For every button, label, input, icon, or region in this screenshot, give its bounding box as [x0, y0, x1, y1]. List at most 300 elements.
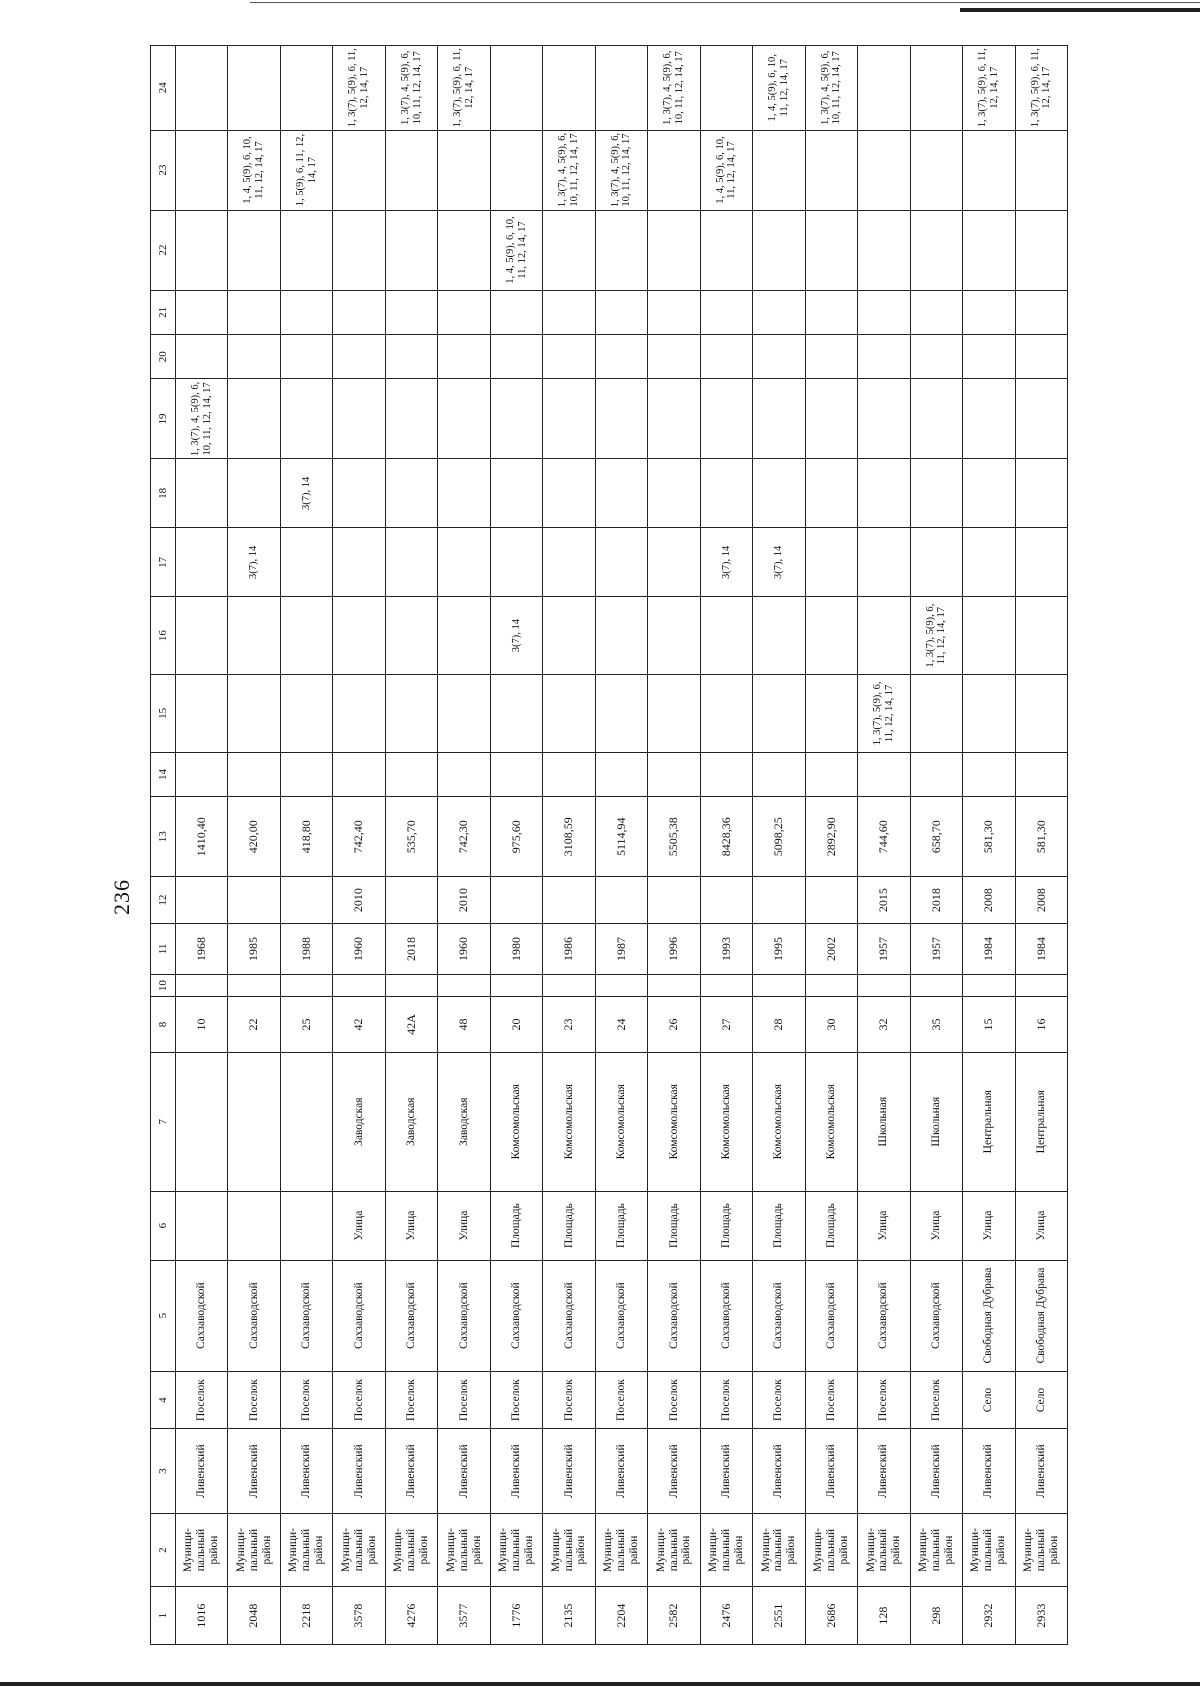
table-cell: 2048 [228, 1587, 280, 1645]
table-cell: 1985 [228, 923, 280, 974]
table-cell [805, 975, 857, 997]
table-cell [176, 290, 228, 334]
table-cell [595, 975, 647, 997]
table-cell [858, 290, 910, 334]
table-cell: 742,30 [438, 797, 490, 877]
table-cell [910, 675, 962, 753]
column-header: 11 [151, 923, 176, 974]
table-cell [700, 459, 752, 528]
table-cell: 2892,90 [805, 797, 857, 877]
table-cell [805, 379, 857, 459]
table-cell [753, 459, 805, 528]
table-cell: Ливенский [176, 1429, 228, 1513]
table-cell: Сахзаводской [595, 1260, 647, 1371]
table-cell [595, 597, 647, 675]
table-cell [333, 210, 385, 290]
column-header: 21 [151, 290, 176, 334]
table-cell: 2218 [280, 1587, 332, 1645]
table-cell: Площадь [490, 1191, 542, 1260]
table-cell: Сахзаводской [648, 1260, 700, 1371]
table-cell: Сахзаводской [805, 1260, 857, 1371]
table-cell [280, 379, 332, 459]
table-cell [648, 210, 700, 290]
table-cell: 1, 3(7), 4, 5(9), 6, 10, 11, 12, 14, 17 [595, 130, 647, 210]
table-cell: Сахзаводской [700, 1260, 752, 1371]
table-cell [648, 290, 700, 334]
table-cell [1015, 290, 1068, 334]
table-cell: 1, 3(7), 4, 5(9), 6, 10, 11, 12, 14, 17 [648, 46, 700, 131]
table-cell: Сахзаводской [385, 1260, 437, 1371]
table-cell: Сахзаводской [176, 1260, 228, 1371]
table-cell: 1968 [176, 923, 228, 974]
register-table [150, 45, 1068, 1645]
table-cell: Муници-пальный район [805, 1513, 857, 1586]
table-cell [858, 975, 910, 997]
table-cell: 2002 [805, 923, 857, 974]
table-cell: Ливенский [700, 1429, 752, 1513]
table-cell [648, 975, 700, 997]
column-header: 5 [151, 1260, 176, 1371]
table-cell: Сахзаводской [490, 1260, 542, 1371]
table-cell: Ливенский [543, 1429, 595, 1513]
table-cell [700, 675, 752, 753]
table-cell [280, 877, 332, 924]
table-cell: Ливенский [910, 1429, 962, 1513]
table-cell: 128 [858, 1587, 910, 1645]
table-cell [280, 1191, 332, 1260]
table-cell: Поселок [910, 1371, 962, 1429]
table-cell [490, 459, 542, 528]
table-cell [648, 752, 700, 796]
table-cell [228, 210, 280, 290]
table-cell: 1, 3(7), 5(9), 6, 11, 12, 14, 17 [910, 597, 962, 675]
table-cell [700, 46, 752, 131]
table-cell [176, 675, 228, 753]
table-cell: 25 [280, 997, 332, 1053]
table-cell: Село [1015, 1371, 1068, 1429]
column-header: 17 [151, 528, 176, 597]
table-cell [228, 597, 280, 675]
table-cell: Поселок [490, 1371, 542, 1429]
table-cell: Муници-пальный район [438, 1513, 490, 1586]
table-cell: 742,40 [333, 797, 385, 877]
table-row [700, 46, 752, 1645]
table-cell [543, 290, 595, 334]
table-cell [910, 459, 962, 528]
table-row [858, 46, 910, 1645]
table-cell [753, 597, 805, 675]
table-cell: Комсомольская [490, 1052, 542, 1191]
table-cell [543, 379, 595, 459]
table-cell [438, 975, 490, 997]
table-cell [438, 597, 490, 675]
table-cell [858, 46, 910, 131]
table-cell [753, 335, 805, 379]
table-cell: Муници-пальный район [595, 1513, 647, 1586]
table-cell [280, 335, 332, 379]
table-cell: Ливенский [228, 1429, 280, 1513]
table-cell [648, 335, 700, 379]
table-cell: Ливенский [438, 1429, 490, 1513]
table-cell: Ливенский [753, 1429, 805, 1513]
table-cell: 3(7), 14 [280, 459, 332, 528]
table-cell [595, 877, 647, 924]
table-cell [910, 975, 962, 997]
table-cell [176, 210, 228, 290]
table-cell [910, 335, 962, 379]
table-cell: 23 [543, 997, 595, 1053]
table-cell [595, 528, 647, 597]
table-cell [1015, 675, 1068, 753]
table-cell: 5098,25 [753, 797, 805, 877]
table-cell: Сахзаводской [543, 1260, 595, 1371]
table-cell: Свободная Дубрава [963, 1260, 1015, 1371]
page-number: 236 [109, 879, 134, 915]
table-cell: Заводская [438, 1052, 490, 1191]
table-cell: Ливенский [490, 1429, 542, 1513]
table-cell [805, 335, 857, 379]
table-cell: Муници-пальный район [753, 1513, 805, 1586]
table-cell: 3578 [333, 1587, 385, 1645]
table-cell: Площадь [648, 1191, 700, 1260]
scan-edge-line [250, 2, 1200, 3]
table-cell [910, 46, 962, 131]
table-cell [176, 130, 228, 210]
table-cell [805, 290, 857, 334]
table-row [543, 46, 595, 1645]
table-cell [385, 130, 437, 210]
table-cell: Ливенский [963, 1429, 1015, 1513]
table-cell: Муници-пальный район [700, 1513, 752, 1586]
table-cell [595, 675, 647, 753]
table-cell: Площадь [700, 1191, 752, 1260]
table-cell [176, 459, 228, 528]
rotated-table-frame [150, 45, 1068, 1645]
table-cell [490, 975, 542, 997]
table-cell [385, 528, 437, 597]
table-cell [228, 459, 280, 528]
table-cell: Муници-пальный район [385, 1513, 437, 1586]
header-row [151, 46, 176, 1645]
table-cell [543, 975, 595, 997]
table-cell [753, 379, 805, 459]
table-cell: Муници-пальный район [1015, 1513, 1068, 1586]
table-cell [490, 675, 542, 753]
table-cell [648, 130, 700, 210]
table-cell [333, 130, 385, 210]
table-cell: Ливенский [595, 1429, 647, 1513]
table-cell [176, 597, 228, 675]
table-cell: 5114,94 [595, 797, 647, 877]
table-cell: 1, 4, 5(9), 6, 10, 11, 12, 14, 17 [753, 46, 805, 131]
table-cell: 1993 [700, 923, 752, 974]
table-cell [858, 528, 910, 597]
table-cell: 3(7), 14 [753, 528, 805, 597]
table-cell: 4276 [385, 1587, 437, 1645]
table-cell: Центральная [1015, 1052, 1068, 1191]
table-cell [490, 752, 542, 796]
table-cell [805, 752, 857, 796]
table-cell [963, 752, 1015, 796]
table-cell [333, 379, 385, 459]
table-cell [753, 130, 805, 210]
table-row [648, 46, 700, 1645]
table-cell: 2008 [963, 877, 1015, 924]
table-cell: Ливенский [648, 1429, 700, 1513]
table-cell [753, 290, 805, 334]
table-cell: Комсомольская [700, 1052, 752, 1191]
table-cell [700, 597, 752, 675]
table-cell: Сахзаводской [280, 1260, 332, 1371]
table-cell [228, 877, 280, 924]
table-cell [438, 379, 490, 459]
table-cell: 1, 3(7), 5(9), 6, 11, 12, 14, 17 [438, 46, 490, 131]
table-cell [910, 130, 962, 210]
table-cell: Улица [858, 1191, 910, 1260]
table-cell: Поселок [385, 1371, 437, 1429]
table-row [333, 46, 385, 1645]
table-cell [1015, 379, 1068, 459]
table-cell: 3(7), 14 [490, 597, 542, 675]
table-row [438, 46, 490, 1645]
table-cell: Муници-пальный район [333, 1513, 385, 1586]
table-cell [280, 975, 332, 997]
table-cell [700, 379, 752, 459]
table-cell: 5505,38 [648, 797, 700, 877]
table-cell: 2018 [910, 877, 962, 924]
table-cell [858, 130, 910, 210]
table-cell: 42А [385, 997, 437, 1053]
table-cell [385, 752, 437, 796]
table-cell [700, 210, 752, 290]
table-cell: 35 [910, 997, 962, 1053]
table-cell: 1, 3(7), 5(9), 6, 11, 12, 14, 17 [333, 46, 385, 131]
table-cell: Улица [333, 1191, 385, 1260]
table-cell: 1988 [280, 923, 332, 974]
table-cell: Площадь [595, 1191, 647, 1260]
table-cell: 1987 [595, 923, 647, 974]
table-cell: Площадь [543, 1191, 595, 1260]
table-cell: Поселок [595, 1371, 647, 1429]
table-cell: 2010 [333, 877, 385, 924]
table-cell: Сахзаводской [228, 1260, 280, 1371]
column-header: 14 [151, 752, 176, 796]
table-cell [805, 459, 857, 528]
table-cell [753, 210, 805, 290]
table-cell [963, 290, 1015, 334]
table-cell [858, 459, 910, 528]
table-cell [438, 210, 490, 290]
table-cell: Комсомольская [753, 1052, 805, 1191]
table-cell: Комсомольская [648, 1052, 700, 1191]
table-cell: Поселок [648, 1371, 700, 1429]
table-cell [228, 675, 280, 753]
table-cell: Школьная [910, 1052, 962, 1191]
table-cell [595, 379, 647, 459]
table-cell [595, 335, 647, 379]
table-cell [490, 46, 542, 131]
table-cell: Улица [385, 1191, 437, 1260]
table-cell [333, 459, 385, 528]
table-cell [910, 379, 962, 459]
table-cell [385, 335, 437, 379]
table-cell [858, 597, 910, 675]
table-cell: Ливенский [385, 1429, 437, 1513]
column-header: 6 [151, 1191, 176, 1260]
table-cell [176, 1191, 228, 1260]
table-cell: 1, 4, 5(9), 6, 10, 11, 12, 14, 17 [700, 130, 752, 210]
table-cell [176, 752, 228, 796]
column-header: 2 [151, 1513, 176, 1586]
table-cell [176, 528, 228, 597]
scan-bottom-edge [0, 1682, 1200, 1686]
table-cell: Комсомольская [543, 1052, 595, 1191]
table-cell: Поселок [858, 1371, 910, 1429]
table-cell: 30 [805, 997, 857, 1053]
table-cell [280, 290, 332, 334]
table-cell [543, 528, 595, 597]
table-cell [333, 597, 385, 675]
table-cell [858, 379, 910, 459]
table-cell [543, 752, 595, 796]
table-cell: 1, 3(7), 4, 5(9), 6, 10, 11, 12, 14, 17 [385, 46, 437, 131]
table-cell [910, 752, 962, 796]
table-cell: 3577 [438, 1587, 490, 1645]
column-header: 22 [151, 210, 176, 290]
table-cell [228, 1191, 280, 1260]
table-cell [385, 975, 437, 997]
table-cell: 744,60 [858, 797, 910, 877]
table-cell: Поселок [176, 1371, 228, 1429]
column-header: 13 [151, 797, 176, 877]
table-cell [333, 335, 385, 379]
table-cell: 24 [595, 997, 647, 1053]
table-cell [228, 1052, 280, 1191]
table-cell: 1984 [1015, 923, 1068, 974]
table-cell [595, 752, 647, 796]
table-cell: 1, 3(7), 5(9), 6, 11, 12, 14, 17 [1015, 46, 1068, 131]
table-cell: Ливенский [805, 1429, 857, 1513]
table-cell: Школьная [858, 1052, 910, 1191]
table-cell: 581,30 [1015, 797, 1068, 877]
table-cell [1015, 459, 1068, 528]
table-cell [333, 752, 385, 796]
table-cell: Муници-пальный район [858, 1513, 910, 1586]
table-cell: 26 [648, 997, 700, 1053]
column-header: 4 [151, 1371, 176, 1429]
table-row [595, 46, 647, 1645]
table-row [1015, 46, 1068, 1645]
table-cell: Сахзаводской [858, 1260, 910, 1371]
table-cell [963, 379, 1015, 459]
table-row [228, 46, 280, 1645]
table-cell: 2204 [595, 1587, 647, 1645]
table-cell: Поселок [333, 1371, 385, 1429]
table-cell: Поселок [805, 1371, 857, 1429]
column-header: 8 [151, 997, 176, 1053]
table-cell [438, 335, 490, 379]
column-header: 12 [151, 877, 176, 924]
table-cell [385, 379, 437, 459]
table-cell [1015, 528, 1068, 597]
table-cell [438, 459, 490, 528]
table-cell [1015, 130, 1068, 210]
table-cell [700, 335, 752, 379]
table-cell: 1, 3(7), 4, 5(9), 6, 10, 11, 12, 14, 17 [805, 46, 857, 131]
table-cell: 1986 [543, 923, 595, 974]
table-cell: Село [963, 1371, 1015, 1429]
table-cell [490, 290, 542, 334]
table-cell: Поселок [438, 1371, 490, 1429]
table-cell: 2551 [753, 1587, 805, 1645]
table-cell [176, 1052, 228, 1191]
table-cell: Ливенский [1015, 1429, 1068, 1513]
table-row [805, 46, 857, 1645]
table-cell [858, 210, 910, 290]
table-cell: Свободная Дубрава [1015, 1260, 1068, 1371]
table-cell [333, 290, 385, 334]
table-cell: 1957 [910, 923, 962, 974]
table-cell: 3108,59 [543, 797, 595, 877]
table-cell: Улица [963, 1191, 1015, 1260]
table-cell [490, 379, 542, 459]
table-cell [228, 46, 280, 131]
table-cell [228, 335, 280, 379]
table-cell: 28 [753, 997, 805, 1053]
table-cell: Сахзаводской [753, 1260, 805, 1371]
table-cell [805, 210, 857, 290]
table-cell [963, 597, 1015, 675]
table-cell: 1, 3(7), 5(9), 6, 11, 12, 14, 17 [858, 675, 910, 753]
table-cell [963, 675, 1015, 753]
column-header: 24 [151, 46, 176, 131]
table-cell: 1984 [963, 923, 1015, 974]
table-cell: 298 [910, 1587, 962, 1645]
table-cell: Площадь [805, 1191, 857, 1260]
table-cell: 1, 3(7), 4, 5(9), 6, 10, 11, 12, 14, 17 [176, 379, 228, 459]
table-cell [280, 210, 332, 290]
scan-edge-bar [960, 8, 1200, 12]
table-cell: 20 [490, 997, 542, 1053]
table-cell [963, 335, 1015, 379]
table-cell: Заводская [385, 1052, 437, 1191]
table-cell [1015, 210, 1068, 290]
table-cell [228, 975, 280, 997]
table-cell [805, 130, 857, 210]
scan-top-edge [0, 0, 1200, 4]
table-cell: Муници-пальный район [543, 1513, 595, 1586]
table-cell [543, 675, 595, 753]
table-cell: Улица [438, 1191, 490, 1260]
table-cell: 48 [438, 997, 490, 1053]
table-cell [385, 210, 437, 290]
table-cell [543, 877, 595, 924]
table-cell: 535,70 [385, 797, 437, 877]
table-row [910, 46, 962, 1645]
table-cell [963, 130, 1015, 210]
table-cell: Площадь [753, 1191, 805, 1260]
table-cell: 2582 [648, 1587, 700, 1645]
table-cell [280, 1052, 332, 1191]
table-cell [280, 597, 332, 675]
table-cell [490, 877, 542, 924]
table-cell: 418,80 [280, 797, 332, 877]
table-cell: 2932 [963, 1587, 1015, 1645]
column-header: 15 [151, 675, 176, 753]
table-cell [910, 210, 962, 290]
table-cell: Комсомольская [805, 1052, 857, 1191]
column-header: 10 [151, 975, 176, 997]
